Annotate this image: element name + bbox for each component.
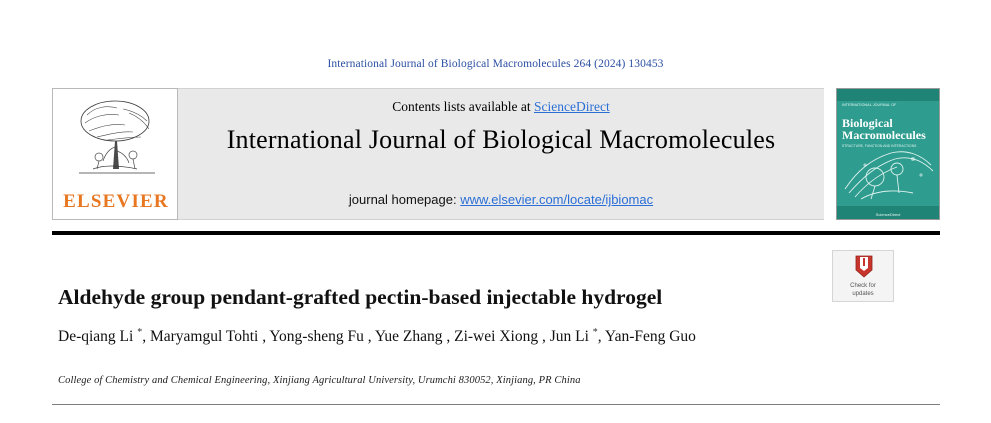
homepage-url-link[interactable]: www.elsevier.com/locate/ijbiomac: [460, 192, 654, 207]
running-head: International Journal of Biological Macromolecules 264 (2024) 130453: [327, 58, 664, 70]
cover-artwork-icon: [841, 141, 937, 203]
bottom-divider-rule: [52, 404, 940, 405]
cover-title: [842, 117, 934, 141]
crossmark-label: [833, 282, 893, 298]
journal-title: International Journal of Biological Macromolecules: [226, 125, 776, 154]
sciencedirect-link[interactable]: ScienceDirect: [534, 99, 610, 114]
cover-top-band: [837, 89, 939, 101]
elsevier-wordmark: ELSEVIER: [63, 191, 169, 212]
cover-micro-text: INTERNATIONAL JOURNAL OF: [842, 103, 897, 107]
page-title: Aldehyde group pendant-grafted pectin-based injectable hydrogel: [58, 285, 663, 310]
affiliation-line: College of Chemistry and Chemical Engineering, Xinjiang Agricultural University, Urumchi 830052, Xinjiang, PR China: [58, 375, 581, 386]
cover-bottom-text: ScienceDirect: [875, 212, 901, 217]
cover-subtitle: STRUCTURE, FUNCTION AND INTERACTIONS: [842, 144, 917, 148]
homepage-label: journal homepage:: [348, 192, 461, 207]
crossmark-badge[interactable]: [832, 250, 894, 302]
journal-homepage-line: [178, 192, 824, 207]
author-list: De-qiang Li *, Maryamgul Tohti , Yong-sheng Fu , Yue Zhang , Zi-wei Xiong , Jun Li *, Yan-Feng Guo: [58, 327, 696, 346]
contents-available-line: [178, 99, 824, 115]
elsevier-tree-logo-icon: [63, 95, 167, 183]
elsevier-logo-box: [52, 88, 178, 220]
journal-cover-thumbnail[interactable]: [836, 88, 940, 220]
cover-title-line1: Biological: [842, 116, 893, 130]
crossmark-shield-icon: [854, 255, 874, 279]
masthead-center-band: [178, 88, 824, 220]
crossmark-label-line2: updates: [852, 291, 874, 297]
contents-prefix: Contents lists available at: [392, 99, 534, 114]
journal-masthead: [52, 88, 940, 220]
masthead-divider-rule: [52, 231, 940, 235]
crossmark-label-line1: Check for: [850, 283, 876, 289]
cover-title-line2: Macromolecules: [842, 128, 926, 142]
